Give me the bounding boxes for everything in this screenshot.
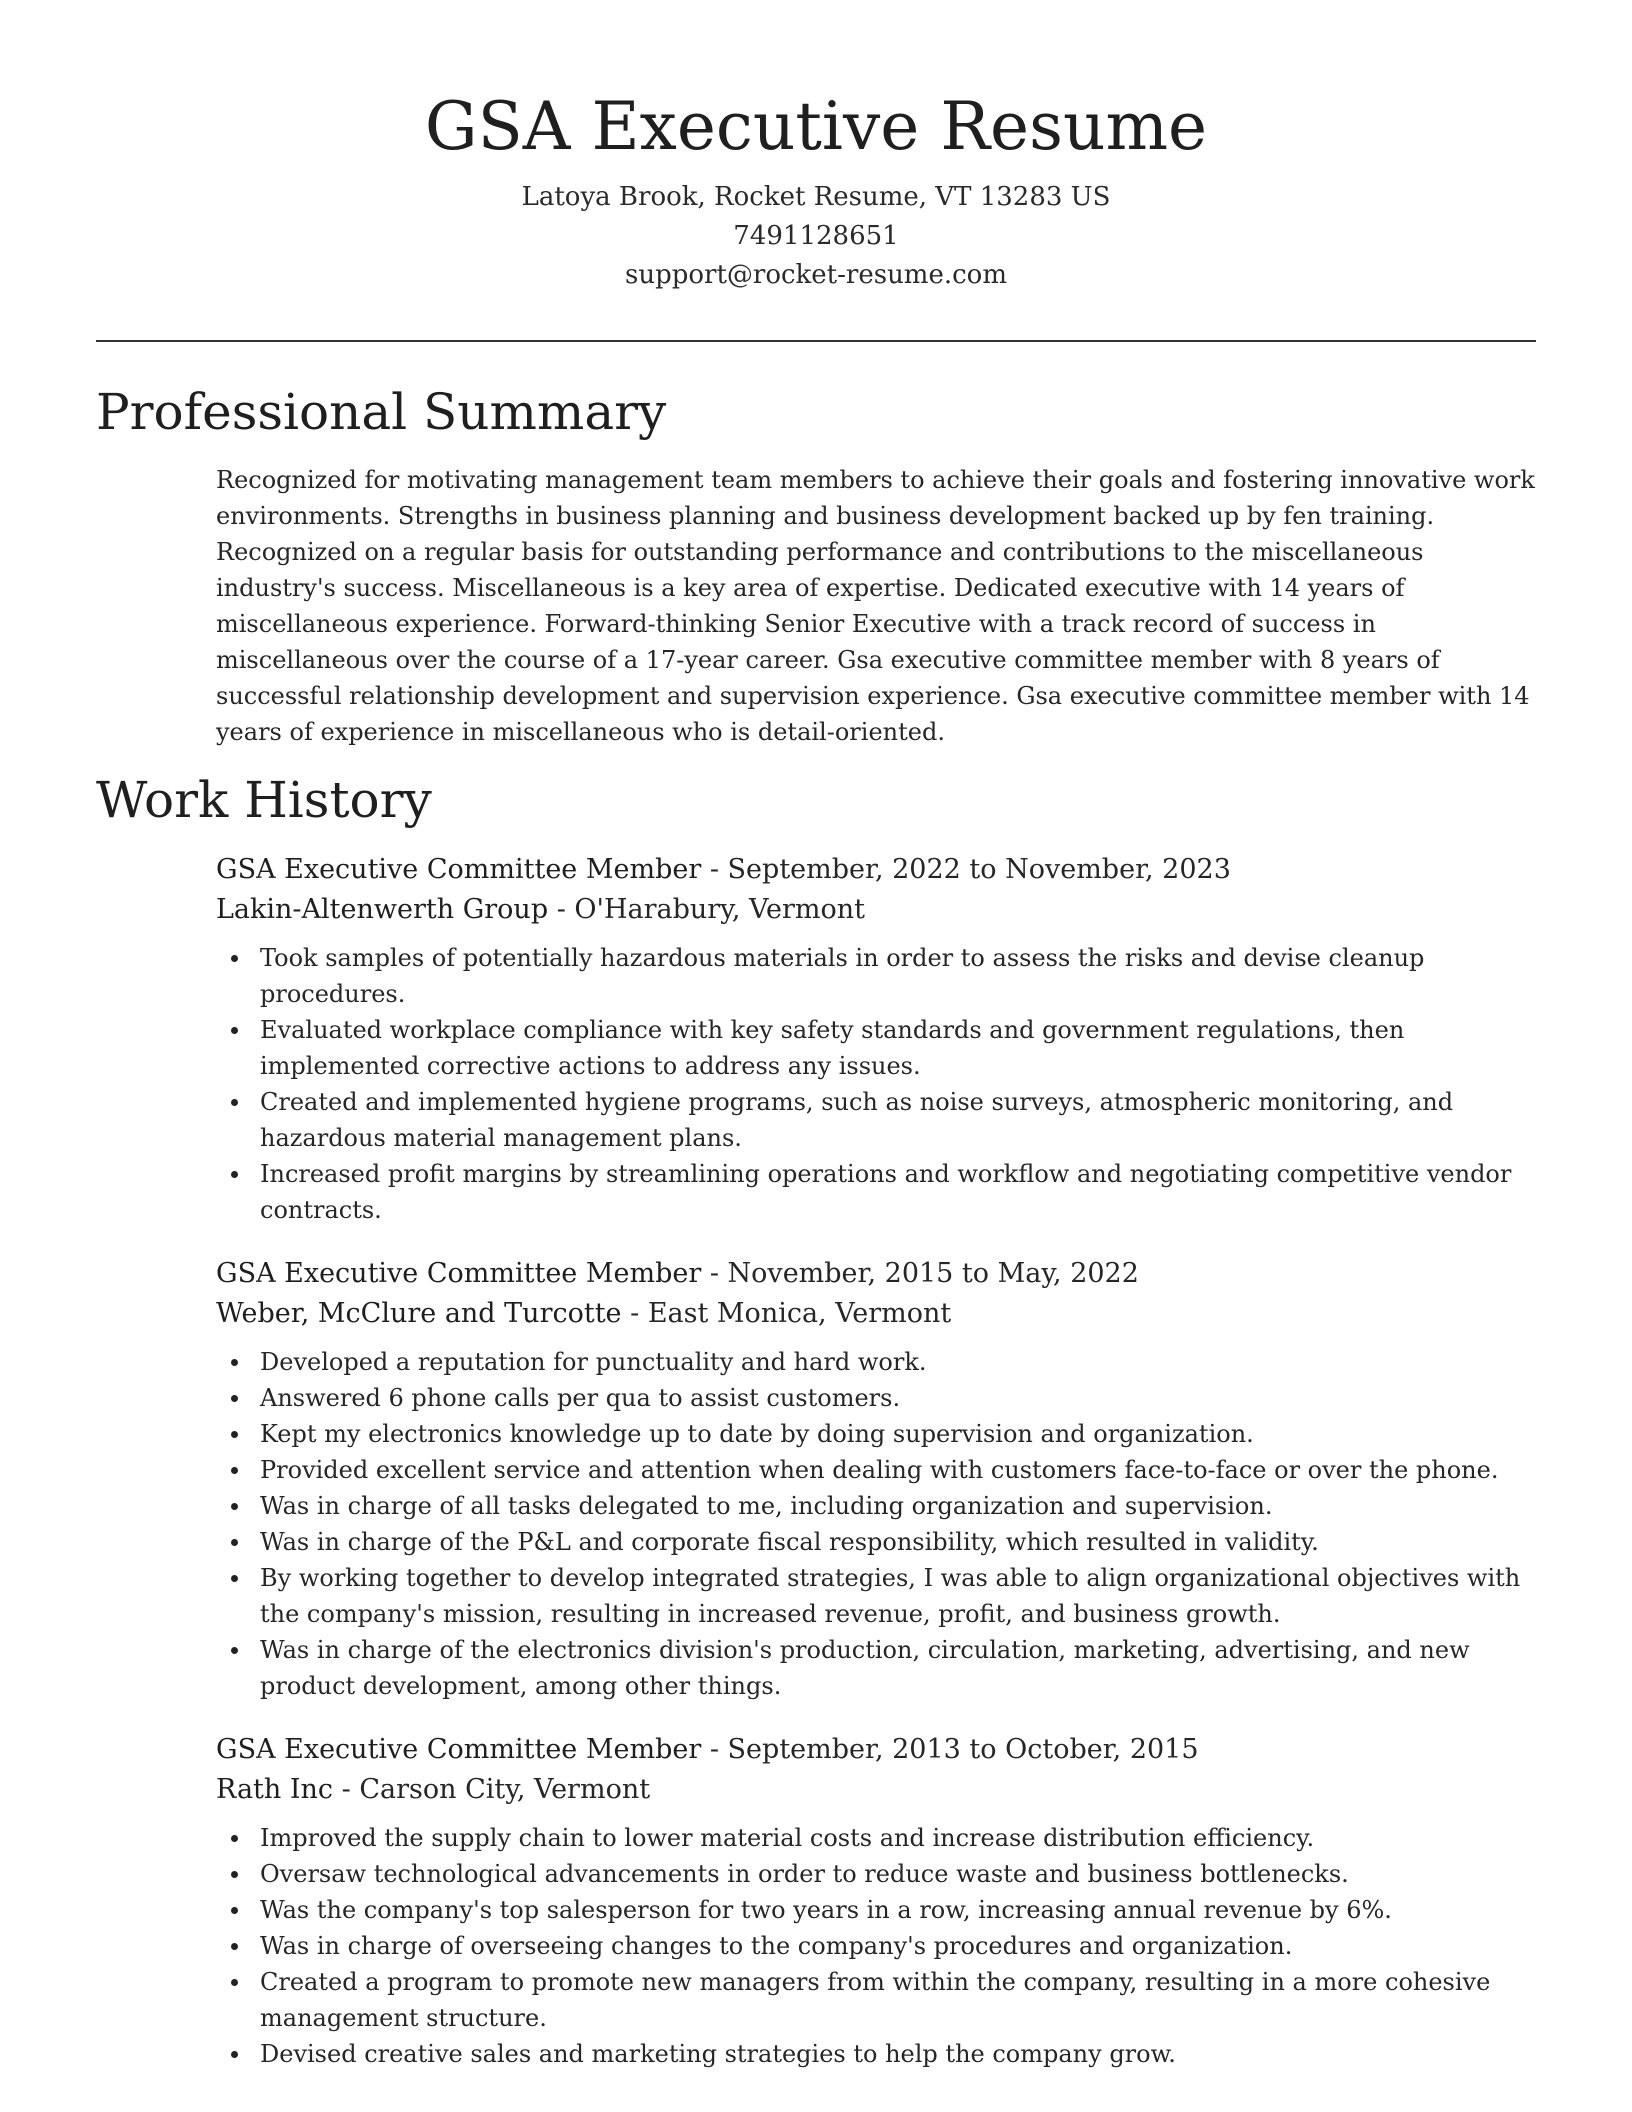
job-bullets xyxy=(216,1820,1536,2072)
job-dates: - September, 2022 to November, 2023 xyxy=(701,854,1231,885)
job-location: - Carson City, Vermont xyxy=(333,1774,651,1805)
job-dates: - September, 2013 to October, 2015 xyxy=(701,1734,1199,1765)
job-bullet: Created and implemented hygiene programs, such as noise surveys, atmospheric monitoring, and hazardous material management plans. xyxy=(216,1084,1536,1156)
job-title-line xyxy=(216,850,1536,890)
header-divider xyxy=(96,340,1536,342)
job-entry xyxy=(216,1730,1536,2072)
job-company-line xyxy=(216,1294,1536,1334)
work-history-heading: Work History xyxy=(96,771,432,829)
job-bullet: Evaluated workplace compliance with key safety standards and government regulations, then implemented corrective actions to address any issues. xyxy=(216,1012,1536,1084)
job-bullet: Was in charge of all tasks delegated to me, including organization and supervision. xyxy=(216,1488,1536,1524)
job-company-line xyxy=(216,1770,1536,1810)
job-title-line xyxy=(216,1254,1536,1294)
contact-email: support@rocket-resume.com xyxy=(624,260,1007,290)
job-bullet: By working together to develop integrated strategies, I was able to align organizational objectives with the company's mission, resulting in increased revenue, profit, and business growth. xyxy=(216,1560,1536,1632)
resume-header xyxy=(0,82,1632,295)
job-bullet: Was in charge of the P&L and corporate fiscal responsibility, which resulted in validity. xyxy=(216,1524,1536,1560)
job-company: Rath Inc xyxy=(216,1774,334,1805)
job-bullet: Oversaw technological advancements in order to reduce waste and business bottlenecks. xyxy=(216,1856,1536,1892)
job-location: - East Monica, Vermont xyxy=(621,1298,952,1329)
job-title: GSA Executive Committee Member xyxy=(216,854,702,885)
summary-text: Recognized for motivating management team members to achieve their goals and fostering innovative work environments. Strengths in business planning and business development backed up by fen training. Recognized on a regular basis for outstanding performance and contributions to the miscellaneous industry's success. Miscellaneous is a key area of expertise. Dedicated executive with 14 years of miscellaneous experience. Forward-thinking Senior Executive with a track record of success in miscellaneous over the course of a 17-year career. Gsa executive committee member with 8 years of successful relationship development and supervision experience. Gsa executive committee member with 14 years of experience in miscellaneous who is detail-oriented. xyxy=(216,466,1535,746)
job-bullets xyxy=(216,940,1536,1228)
job-title-line xyxy=(216,1730,1536,1770)
contact-info xyxy=(0,178,1632,295)
job-bullet: Answered 6 phone calls per qua to assist customers. xyxy=(216,1380,1536,1416)
work-history-list xyxy=(216,850,1536,2098)
job-bullet: Developed a reputation for punctuality and hard work. xyxy=(216,1344,1536,1380)
job-company-line xyxy=(216,890,1536,930)
job-bullet: Devised creative sales and marketing strategies to help the company grow. xyxy=(216,2036,1536,2072)
contact-address: Latoya Brook, Rocket Resume, VT 13283 US xyxy=(521,182,1111,212)
job-bullet: Created a program to promote new managers from within the company, resulting in a more cohesive management structure. xyxy=(216,1964,1536,2036)
job-company: Weber, McClure and Turcotte xyxy=(216,1298,622,1329)
job-dates: - November, 2015 to May, 2022 xyxy=(701,1258,1139,1289)
resume-title: GSA Executive Resume xyxy=(424,88,1208,165)
job-entry xyxy=(216,850,1536,1228)
job-bullet: Provided excellent service and attention when dealing with customers face-to-face or over the phone. xyxy=(216,1452,1536,1488)
job-company: Lakin-Altenwerth Group xyxy=(216,894,549,925)
job-entry xyxy=(216,1254,1536,1704)
contact-phone: 7491128651 xyxy=(733,221,899,251)
job-bullet: Was in charge of the electronics division's production, circulation, marketing, advertising, and new product development, among other things. xyxy=(216,1632,1536,1704)
job-bullet: Was in charge of overseeing changes to the company's procedures and organization. xyxy=(216,1928,1536,1964)
job-bullet: Kept my electronics knowledge up to date by doing supervision and organization. xyxy=(216,1416,1536,1452)
job-bullet: Increased profit margins by streamlining operations and workflow and negotiating competitive vendor contracts. xyxy=(216,1156,1536,1228)
job-location: - O'Harabury, Vermont xyxy=(548,894,866,925)
job-bullet: Took samples of potentially hazardous materials in order to assess the risks and devise cleanup procedures. xyxy=(216,940,1536,1012)
job-bullet: Improved the supply chain to lower material costs and increase distribution efficiency. xyxy=(216,1820,1536,1856)
summary-heading: Professional Summary xyxy=(96,383,667,441)
job-title: GSA Executive Committee Member xyxy=(216,1258,702,1289)
job-bullet: Was the company's top salesperson for two years in a row, increasing annual revenue by 6%. xyxy=(216,1892,1536,1928)
job-title: GSA Executive Committee Member xyxy=(216,1734,702,1765)
job-bullets xyxy=(216,1344,1536,1704)
